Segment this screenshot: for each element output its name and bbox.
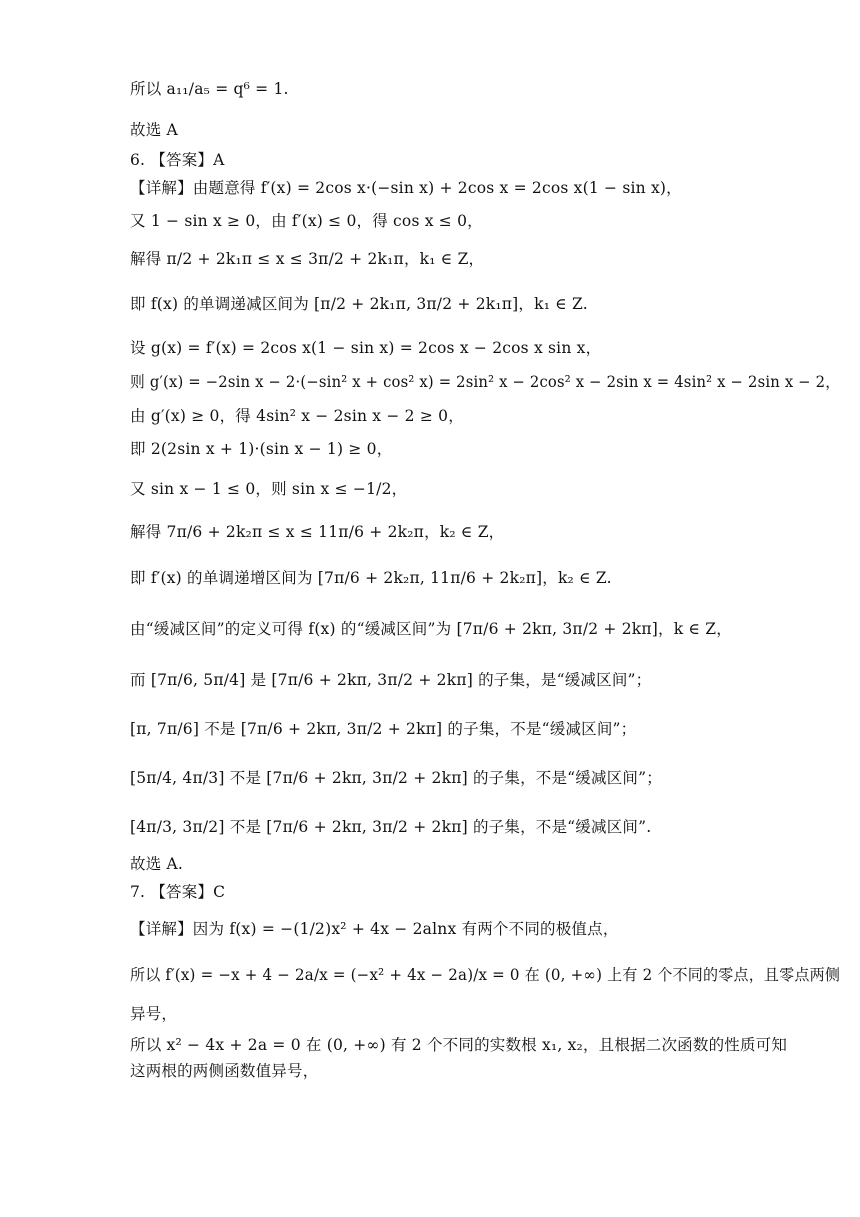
text-line: 即 f(x) 的单调递减区间为 [π/2 + 2k₁π, 3π/2 + 2k₁π]，k₁ ∈ Z. xyxy=(130,295,588,313)
text-line: 则 g′(x) = −2sin x − 2·(−sin² x + cos² x) = 2sin² x − 2cos² x − 2sin x = 4sin² x − 2sin x − 2， xyxy=(130,373,841,391)
text-line: 【详解】由题意得 f′(x) = 2cos x·(−sin x) + 2cos x = 2cos x(1 − sin x)， xyxy=(130,179,682,197)
text-line: [5π/4, 4π/3] 不是 [7π/6 + 2kπ, 3π/2 + 2kπ] 的子集，不是“缓减区间”； xyxy=(130,769,662,787)
text-line: [4π/3, 3π/2] 不是 [7π/6 + 2kπ, 3π/2 + 2kπ] 的子集，不是“缓减区间”. xyxy=(130,818,652,836)
text-line: 故选 A. xyxy=(130,855,184,873)
text-line: 【详解】因为 f(x) = −(1/2)x² + 4x − 2alnx 有两个不同的极值点， xyxy=(130,920,619,938)
text-line: 解得 7π/6 + 2k₂π ≤ x ≤ 11π/6 + 2k₂π，k₂ ∈ Z， xyxy=(130,523,505,541)
text-line: 这两根的两侧函数值异号， xyxy=(130,1062,319,1080)
text-line: 6. 【答案】A xyxy=(130,151,225,169)
text-line: [π, 7π/6] 不是 [7π/6 + 2kπ, 3π/2 + 2kπ] 的子集，不是“缓减区间”； xyxy=(130,720,637,738)
text-line: 解得 π/2 + 2k₁π ≤ x ≤ 3π/2 + 2k₁π，k₁ ∈ Z， xyxy=(130,250,485,268)
text-line: 设 g(x) = f′(x) = 2cos x(1 − sin x) = 2cos x − 2cos x sin x， xyxy=(130,339,602,357)
text-line: 所以 f′(x) = −x + 4 − 2a/x = (−x² + 4x − 2a)/x = 0 在 (0, +∞) 上有 2 个不同的零点，且零点两侧 xyxy=(130,966,841,984)
text-line: 由“缓减区间”的定义可得 f(x) 的“缓减区间”为 [7π/6 + 2kπ, 3π/2 + 2kπ]，k ∈ Z， xyxy=(130,620,732,638)
text-line: 又 1 − sin x ≥ 0，由 f′(x) ≤ 0，得 cos x ≤ 0， xyxy=(130,212,483,230)
text-line: 7. 【答案】C xyxy=(130,883,226,901)
text-line: 所以 a₁₁/a₅ = q⁶ = 1. xyxy=(130,80,289,98)
text-line: 又 sin x − 1 ≤ 0，则 sin x ≤ −1/2， xyxy=(130,480,408,498)
text-line: 而 [7π/6, 5π/4] 是 [7π/6 + 2kπ, 3π/2 + 2kπ] 的子集，是“缓减区间”； xyxy=(130,671,652,689)
text-line: 即 2(2sin x + 1)·(sin x − 1) ≥ 0， xyxy=(130,440,393,458)
text-line: 即 f′(x) 的单调递增区间为 [7π/6 + 2k₂π, 11π/6 + 2k₂π]，k₂ ∈ Z. xyxy=(130,569,612,587)
text-line: 由 g′(x) ≥ 0，得 4sin² x − 2sin x − 2 ≥ 0， xyxy=(130,407,464,425)
text-line: 异号， xyxy=(130,1005,178,1023)
text-line: 故选 A xyxy=(130,121,178,139)
text-line: 所以 x² − 4x + 2a = 0 在 (0, +∞) 有 2 个不同的实数根 x₁, x₂，且根据二次函数的性质可知 xyxy=(130,1036,788,1054)
